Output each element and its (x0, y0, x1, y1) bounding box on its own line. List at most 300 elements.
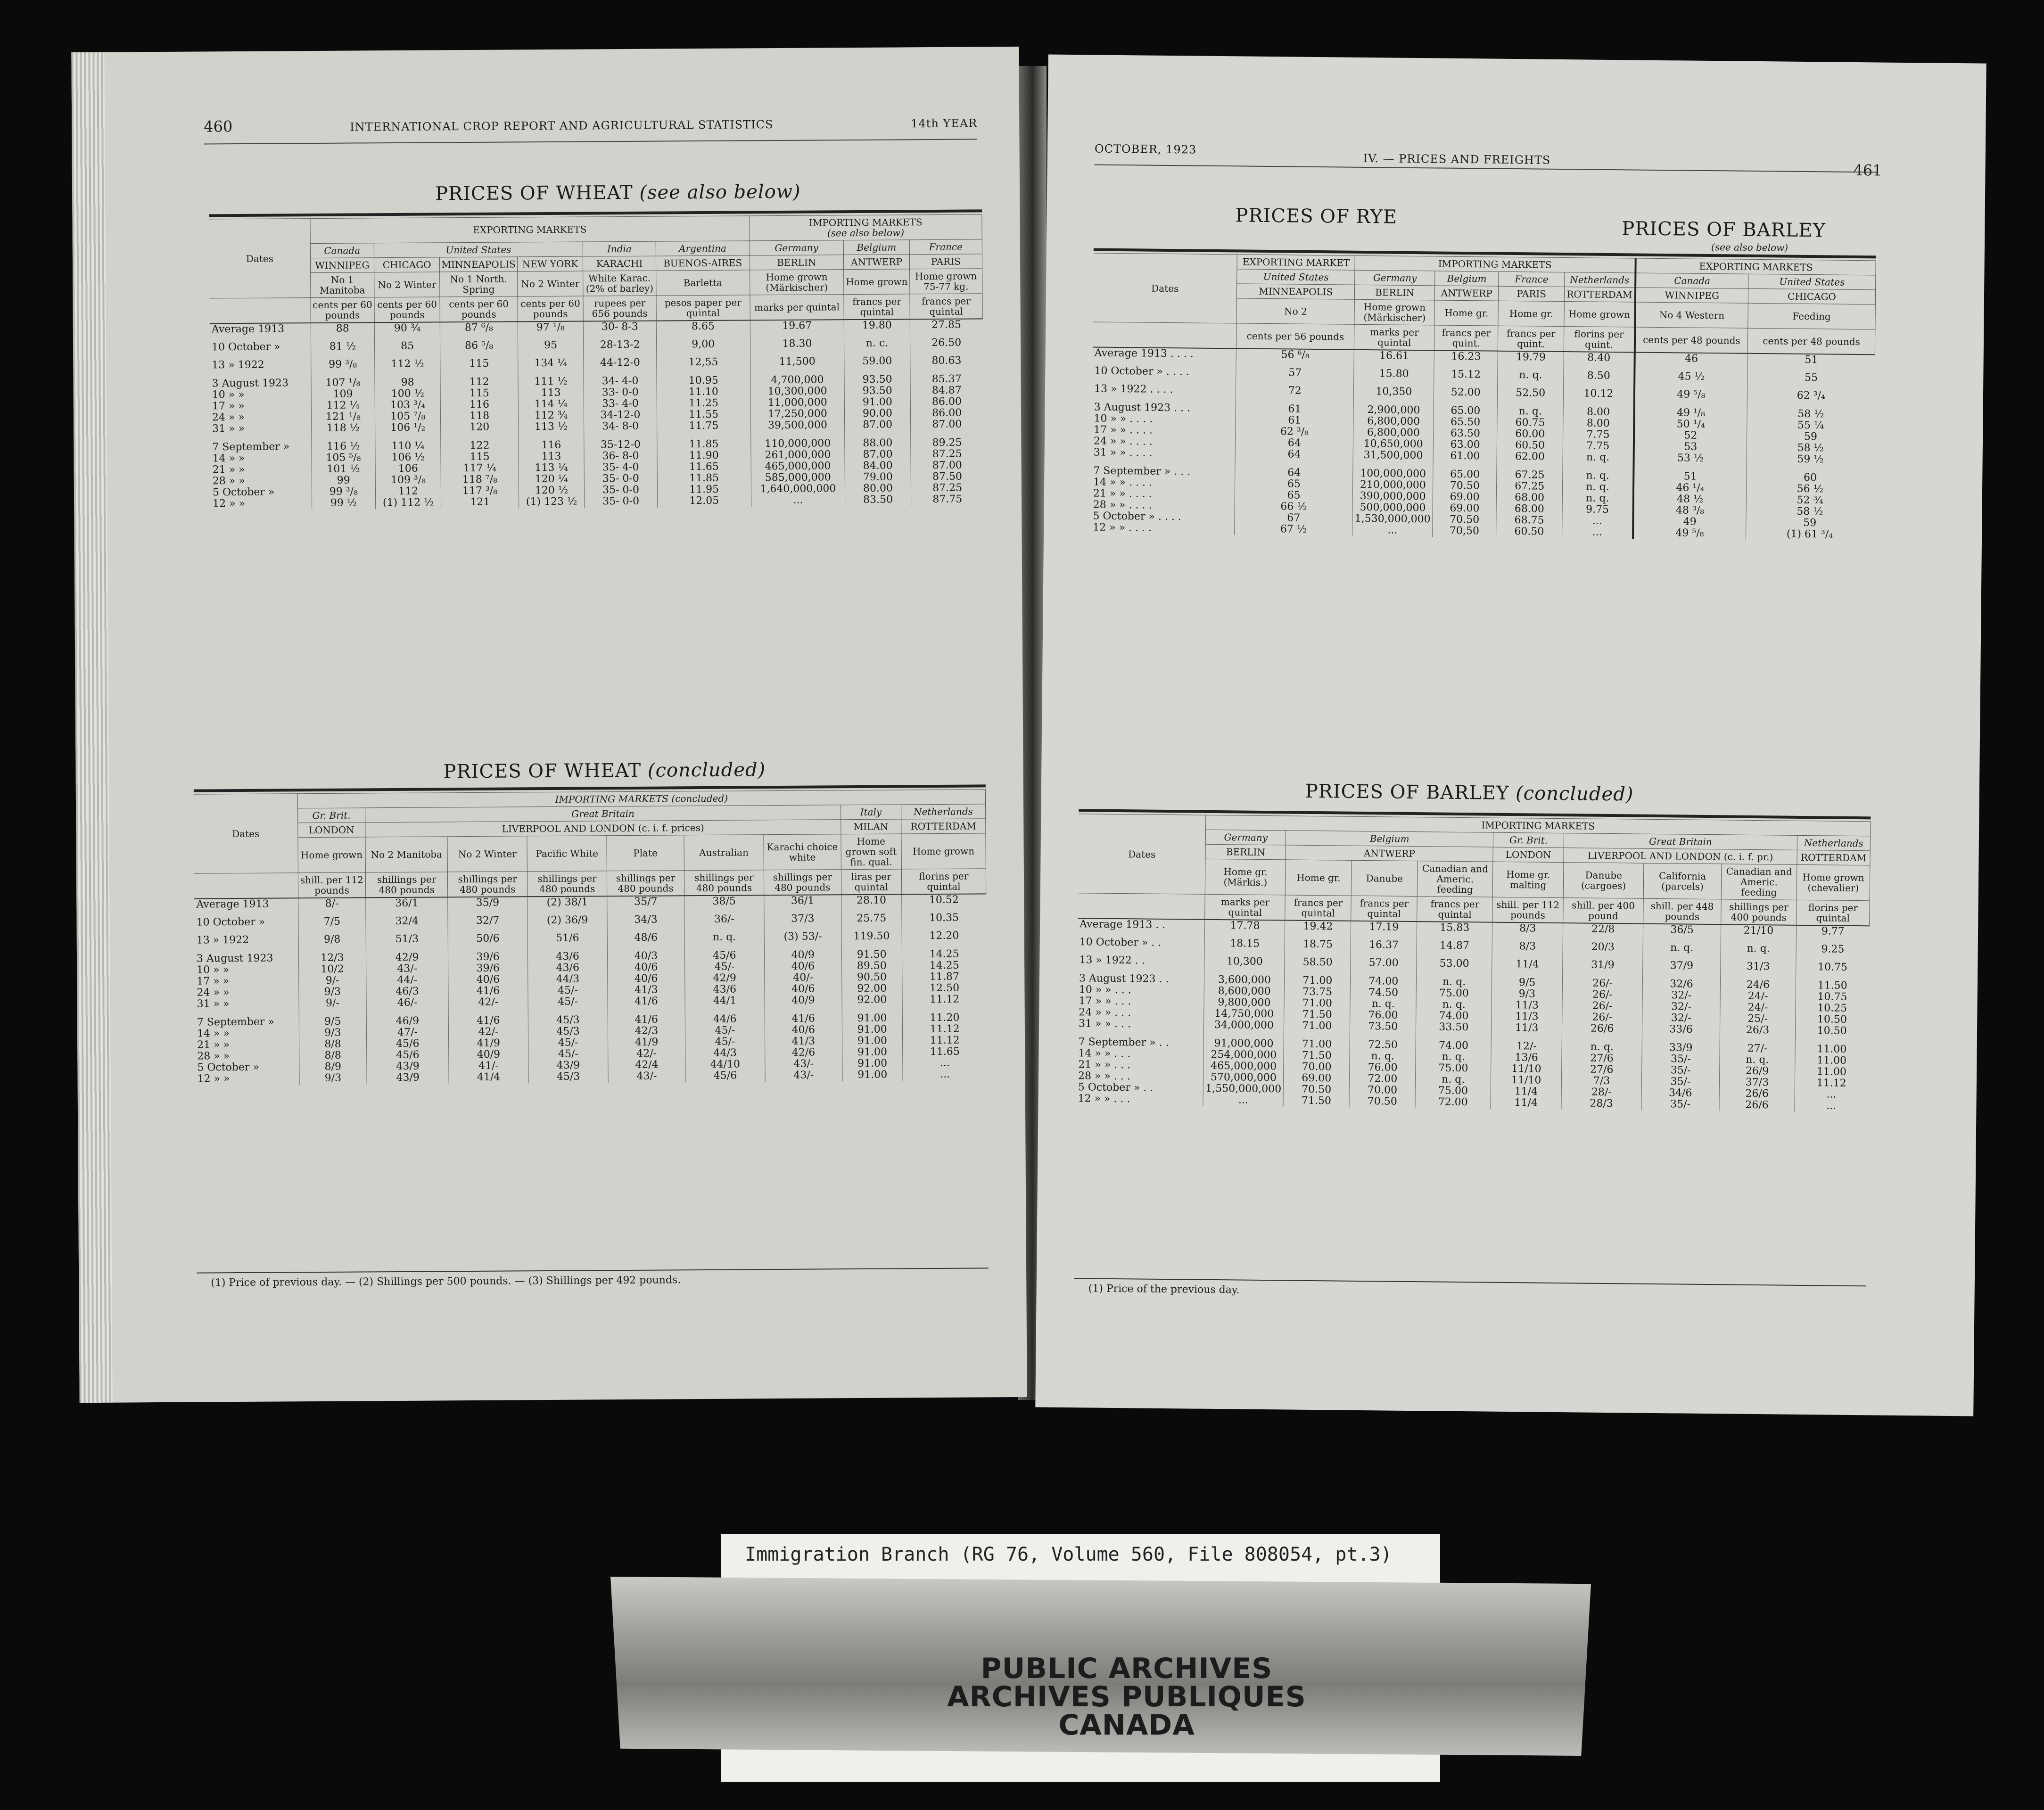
value-cell: 87.50 (911, 471, 983, 483)
value-cell: 28/- (1561, 1086, 1641, 1099)
date-cell: 14 » » (212, 452, 245, 465)
barley-concluded-title: PRICES OF BARLEY (concluded) (1305, 780, 1634, 806)
value-cell: 35/7 (607, 896, 684, 908)
value-cell: 106 ½ (375, 452, 441, 463)
value-cell: 52 (1634, 429, 1747, 442)
value-cell: 97 ¹/₈ (518, 321, 584, 334)
value-cell: 95 (518, 333, 584, 352)
barley-concluded-rows (1076, 918, 1869, 1112)
value-cell: 42/6 (765, 1047, 842, 1059)
market-header: PARIS (1499, 286, 1565, 301)
value-cell: 117 ³/₈ (441, 485, 519, 497)
value-cell: ... (751, 495, 845, 507)
value-cell: 50/6 (448, 927, 527, 945)
value-cell: 52.50 (1498, 381, 1564, 400)
value-cell: 87.00 (911, 460, 983, 471)
value-cell: 112 ¾ (518, 410, 584, 422)
value-cell: 210,000,000 (1353, 479, 1433, 491)
value-cell: 90.00 (845, 408, 911, 420)
value-cell: 103 ³/₄ (375, 399, 441, 411)
value-cell: 18.75 (1285, 932, 1351, 951)
value-cell: ... (1352, 525, 1433, 537)
value-cell: 40/6 (608, 962, 685, 973)
unit-header: francs per quintal (910, 294, 982, 319)
unit-header: francs per quint. (1434, 325, 1498, 351)
date-cell: 24 » » . . . . (1093, 435, 1153, 448)
rye-barley-table (1091, 253, 1876, 541)
value-cell: 63.50 (1434, 428, 1497, 439)
market-header: NEW YORK (517, 256, 583, 272)
value-cell: 53 (1633, 441, 1747, 453)
value-cell: 87.00 (845, 420, 911, 431)
date-cell: Average 1913 . . (1079, 918, 1166, 931)
year-label: 14th YEAR (911, 116, 978, 131)
wheat-concluded-rows (194, 894, 987, 1085)
country-header: Germany (1206, 830, 1286, 845)
value-cell: 105 ⁷/₈ (375, 411, 441, 423)
value-cell: 69.00 (1433, 502, 1496, 514)
country-header: Netherlands (901, 804, 985, 819)
dates-header: Dates (209, 219, 310, 298)
value-cell: 41/6 (448, 1008, 528, 1027)
value-cell: ... (1795, 1100, 1868, 1112)
value-cell: 34-12-0 (584, 410, 657, 421)
value-cell: 10.50 (1795, 1025, 1868, 1037)
value-cell: 99 (312, 475, 375, 486)
value-cell: 59.00 (844, 349, 910, 368)
date-cell: 13 » 1922 . . (1079, 954, 1145, 967)
market-header: MILAN (841, 819, 901, 834)
value-cell: 11.87 (902, 971, 986, 983)
unit-header: francs per quintal (844, 294, 910, 320)
country-header: Argentina (656, 241, 750, 256)
value-cell: 9/3 (1492, 988, 1562, 1000)
grade-header: Danube (1352, 860, 1418, 896)
value-cell: 113 (519, 451, 585, 462)
market-header: WINNIPEG (1635, 288, 1748, 303)
value-cell: 43/6 (528, 962, 608, 974)
grade-header: California (parcels) (1643, 863, 1722, 899)
date-cell: 28 » » (212, 475, 245, 487)
value-cell: 11.85 (657, 432, 750, 450)
unit-header: marks per quintal (1205, 894, 1285, 920)
value-cell: 11.95 (657, 484, 751, 496)
value-cell: 44/1 (685, 996, 765, 1007)
unit-header: shill. per 112 pounds (1492, 897, 1563, 923)
value-cell: 42/9 (685, 972, 765, 984)
unit-header: florins per quintal (1797, 900, 1870, 926)
grade-header: Plate (607, 835, 684, 871)
value-cell: n. q. (1350, 1050, 1416, 1062)
value-cell: 99 ³/₈ (312, 486, 375, 498)
date-cell: 5 October » (197, 1061, 260, 1074)
value-cell: ... (1562, 527, 1633, 539)
country-header: France (909, 239, 982, 255)
value-cell: 45/- (528, 1048, 608, 1060)
value-cell: 26/6 (1719, 1100, 1795, 1112)
value-cell: 116 ½ (312, 434, 375, 452)
value-cell: ... (1562, 515, 1633, 527)
value-cell: 40/9 (764, 943, 841, 961)
value-cell: 48/6 (607, 926, 684, 944)
unit-header: cents per 60 pounds (440, 296, 517, 322)
value-cell: 10.12 (1564, 381, 1634, 400)
barley-exporting-header: EXPORTING MARKETS (1635, 258, 1876, 275)
value-cell: 49 ⁵/₈ (1633, 527, 1746, 540)
value-cell: 68.75 (1496, 515, 1562, 527)
value-cell: 120 ½ (519, 485, 585, 497)
value-cell: 14.25 (902, 960, 986, 971)
value-cell: 24/6 (1720, 972, 1796, 991)
country-header: Great Britain (365, 805, 841, 823)
value-cell: 87 ⁶/₈ (440, 321, 518, 334)
dates-header: Dates (194, 794, 298, 873)
value-cell: 113 (518, 387, 584, 399)
value-cell: 99 ³/₈ (311, 353, 375, 371)
value-cell: 4,700,000 (750, 368, 844, 386)
value-cell: 42/4 (608, 1059, 685, 1071)
date-cell: Average 1913 (196, 898, 269, 911)
country-header: Gr. Brit. (297, 808, 365, 823)
country-header: Netherlands (1797, 835, 1870, 850)
rye-importing-header: IMPORTING MARKETS (1355, 255, 1635, 273)
value-cell: 34,000,000 (1204, 1020, 1284, 1032)
value-cell: 26/- (1562, 1012, 1642, 1024)
grade-header: No 1 Manitoba (311, 272, 374, 298)
value-cell: 93.50 (844, 367, 910, 386)
value-cell: 70,50 (1433, 526, 1496, 537)
value-cell: 14.87 (1417, 933, 1492, 952)
grade-header: Home grown (Märkischer) (750, 270, 844, 295)
date-cell: 21 » » (197, 1039, 230, 1051)
value-cell: 40/6 (448, 974, 528, 986)
value-cell: 81 ½ (311, 334, 374, 353)
footnote: (1) Price of previous day. — (2) Shillings per 500 pounds. — (3) Shillings per 492 pounds. (211, 1274, 681, 1289)
value-cell: 500,000,000 (1352, 502, 1433, 514)
unit-header: pesos paper per quintal (656, 295, 750, 321)
market-header: LONDON (297, 823, 365, 838)
value-cell: 86.00 (910, 396, 983, 408)
value-cell: 8/- (298, 897, 366, 910)
value-cell: 69.00 (1284, 1072, 1350, 1085)
value-cell: 28/3 (1561, 1098, 1641, 1111)
value-cell: 39/6 (448, 963, 528, 974)
stamp-line: CANADA (1058, 1709, 1195, 1742)
value-cell: 19.67 (750, 320, 844, 332)
unit-header: shillings per 480 pounds (684, 870, 764, 896)
value-cell: 119.50 (841, 924, 902, 943)
value-cell: 75.00 (1416, 1062, 1491, 1075)
wheat-concluded-title: PRICES OF WHEAT (concluded) (443, 759, 766, 783)
value-cell: 74.00 (1416, 1010, 1492, 1022)
value-cell: (3) 53/- (764, 925, 841, 943)
value-cell: 55 ¼ (1747, 420, 1874, 432)
value-cell: 36/1 (366, 897, 448, 909)
value-cell: 50 ¹/₄ (1634, 418, 1747, 430)
value-cell: 9,00 (656, 332, 750, 351)
country-header: Canada (1635, 273, 1748, 288)
market-header: BUENOS-AIRES (656, 255, 750, 271)
value-cell: 49 ⁵/₈ (1634, 382, 1747, 401)
country-header: Belgium (843, 240, 909, 255)
grade-header: Home grown 75-77 kg. (909, 269, 982, 294)
value-cell: 26/9 (1720, 1065, 1795, 1078)
rye-barley-rows (1091, 347, 1875, 541)
value-cell: 42/- (449, 1026, 528, 1038)
value-cell: 70.50 (1284, 1084, 1350, 1096)
value-cell: 10,350 (1354, 379, 1434, 398)
date-cell: 10 » » . . . . (1094, 412, 1153, 425)
value-cell: 70.00 (1284, 1061, 1350, 1073)
date-cell: 7 September » (197, 1016, 274, 1028)
value-cell: 99 ½ (312, 498, 376, 510)
date-cell: 17 » » . . . (1079, 995, 1131, 1008)
value-cell: 46 (1634, 352, 1747, 365)
value-cell: 9/- (298, 975, 366, 987)
value-cell: 40/3 (607, 944, 684, 962)
grade-header: Feeding (1748, 303, 1875, 329)
value-cell: 58 ½ (1747, 401, 1874, 420)
value-cell: 84.00 (845, 460, 911, 472)
value-cell: n. q. (1563, 481, 1633, 494)
value-cell: 31/9 (1563, 953, 1643, 971)
value-cell: 40/- (765, 972, 842, 984)
wheat-rows (210, 319, 984, 510)
value-cell: 31/3 (1721, 954, 1796, 973)
date-cell: 21 » » (212, 463, 245, 476)
value-cell: 40/6 (765, 1024, 842, 1036)
date-cell: 21 » » . . . (1078, 1059, 1131, 1071)
country-header: Great Britain (1564, 833, 1797, 850)
grade-header: No 2 (1236, 298, 1354, 324)
value-cell: 64 (1235, 449, 1353, 461)
value-cell: 41/9 (608, 1037, 685, 1048)
value-cell: 19.79 (1498, 351, 1564, 364)
value-cell: 43/9 (367, 1072, 449, 1084)
value-cell: 79.00 (845, 471, 911, 483)
value-cell: 116 (518, 433, 584, 451)
value-cell: 73.50 (1350, 1021, 1416, 1033)
unit-header: shill. per 448 pounds (1643, 898, 1721, 924)
page-number: 460 (204, 117, 233, 136)
value-cell: 22/8 (1563, 923, 1643, 936)
importing-markets-header: IMPORTING MARKETS (concluded) (297, 790, 985, 808)
value-cell: 74.50 (1350, 987, 1416, 999)
date-cell: 7 September » . . (1078, 1036, 1169, 1049)
value-cell: 101 ½ (312, 463, 375, 475)
value-cell: (1) 123 ½ (519, 496, 585, 508)
market-header: CHICAGO (374, 257, 440, 272)
date-cell: 3 August 1923 . . (1079, 972, 1169, 985)
value-cell: 32/- (1642, 989, 1720, 1002)
value-cell: 11/3 (1492, 1011, 1562, 1023)
value-cell: 56 ⁶/₈ (1236, 348, 1354, 362)
value-cell: 390,000,000 (1353, 491, 1433, 503)
page-edges (71, 52, 112, 1403)
value-cell: n. q. (1350, 998, 1416, 1011)
value-cell: 71.00 (1284, 997, 1350, 1010)
value-cell: 106 ¹/₂ (375, 422, 441, 434)
country-header: Germany (1355, 270, 1435, 286)
grade-header: Home grown (844, 269, 910, 295)
value-cell: 45/- (528, 985, 608, 996)
value-cell: 71.00 (1284, 1032, 1350, 1051)
unit-header: cents per 48 pounds (1634, 327, 1747, 354)
unit-header: marks per quintal (1354, 324, 1434, 350)
value-cell: 72 (1236, 378, 1354, 398)
stamp-line: PUBLIC ARCHIVES (981, 1652, 1273, 1685)
value-cell: 27.85 (910, 319, 982, 331)
value-cell: 65 (1235, 489, 1353, 502)
value-cell: n. q. (1563, 463, 1633, 482)
stamp-line: ARCHIVES PUBLIQUES (947, 1680, 1306, 1713)
value-cell: 12.05 (657, 495, 751, 507)
unit-header: florins per quintal (901, 869, 986, 895)
unit-header: cents per 60 pounds (518, 296, 584, 321)
value-cell: 20/3 (1563, 935, 1643, 954)
archive-stamp (891, 1652, 1362, 1742)
value-cell: 7/5 (298, 910, 366, 928)
date-cell: 12 » » (197, 1073, 230, 1086)
value-cell: 91.00 (842, 1035, 902, 1047)
value-cell: 7.75 (1563, 429, 1634, 441)
country-header: Italy (841, 805, 901, 820)
unit-header: francs per quintal (1285, 895, 1351, 921)
value-cell: 117 ¼ (441, 462, 519, 474)
value-cell: 43/6 (527, 944, 607, 963)
value-cell: 45 ½ (1634, 364, 1747, 383)
value-cell: 43/- (765, 1058, 842, 1070)
value-cell: 8.00 (1563, 400, 1634, 419)
right-page (1035, 55, 1986, 1416)
value-cell: 11/4 (1491, 1097, 1561, 1110)
grade-header: Home grown (1564, 302, 1635, 327)
page-number: 461 (1853, 161, 1882, 180)
grade-header: Home gr. (1434, 300, 1498, 326)
value-cell: 87.75 (911, 494, 983, 506)
country-header: Belgium (1435, 271, 1499, 286)
value-cell: 8/3 (1492, 922, 1563, 935)
value-cell: 34- 4-0 (584, 369, 657, 387)
value-cell: 91.50 (841, 942, 902, 961)
date-cell: 17 » » (212, 400, 245, 412)
value-cell: 12.20 (902, 924, 987, 942)
unit-header: shillings per 480 pounds (607, 871, 684, 896)
value-cell: 69.00 (1433, 491, 1497, 503)
value-cell: n. q. (684, 925, 764, 944)
value-cell: 32/4 (366, 909, 448, 928)
value-cell: 28-13-2 (584, 333, 657, 351)
value-cell: 24/- (1720, 1002, 1796, 1014)
value-cell: 41/6 (448, 985, 528, 997)
country-header: India (583, 241, 656, 256)
value-cell: 10.50 (1796, 1014, 1869, 1026)
unit-header: shillings per 480 pounds (527, 871, 607, 897)
grade-header: Canadian and Americ. feeding (1721, 864, 1797, 900)
value-cell: 32/- (1642, 1001, 1720, 1013)
wheat-concluded-table (194, 789, 988, 1085)
value-cell: 37/3 (1719, 1077, 1795, 1089)
value-cell: n. q. (1416, 999, 1492, 1011)
market-header: CHICAGO (1748, 288, 1875, 304)
value-cell: 28.10 (841, 894, 901, 906)
value-cell: 116 (441, 399, 518, 411)
value-cell: 72.00 (1415, 1097, 1491, 1109)
value-cell: 12,55 (656, 350, 750, 369)
wheat-table (209, 214, 984, 510)
value-cell: 6,800,000 (1353, 427, 1434, 439)
importing-markets-header: IMPORTING MARKETS (1206, 815, 1871, 836)
value-cell: 40/6 (764, 961, 841, 972)
date-cell: 10 October » (196, 916, 265, 929)
date-cell: 3 August 1923 (196, 952, 273, 965)
value-cell: 37/9 (1643, 954, 1721, 972)
value-cell: 11.65 (902, 1046, 987, 1058)
date-cell: 10 » » . . . (1079, 983, 1131, 996)
value-cell: 8.40 (1564, 352, 1634, 364)
value-cell: 45/- (528, 1037, 608, 1049)
value-cell: 11.90 (657, 450, 751, 461)
value-cell: n. q. (1721, 936, 1796, 955)
value-cell: 41/6 (608, 1007, 685, 1026)
value-cell: 51/6 (527, 926, 607, 945)
value-cell: 58.50 (1285, 950, 1351, 969)
date-cell: 28 » » . . . . (1093, 499, 1152, 511)
value-cell: 80.63 (910, 349, 983, 367)
value-cell: 27/6 (1562, 1053, 1642, 1065)
value-cell: 43/- (366, 963, 448, 975)
grade-header: No 2 Winter (374, 272, 440, 297)
value-cell: 45/3 (528, 1071, 608, 1083)
value-cell: 33- 0-0 (584, 387, 657, 398)
date-cell: 21 » » . . . . (1093, 487, 1152, 500)
value-cell: 32/6 (1642, 971, 1720, 990)
value-cell: 33.50 (1416, 1021, 1492, 1034)
value-cell: n. q. (1562, 1035, 1642, 1053)
value-cell: 10.25 (1796, 1003, 1869, 1015)
date-cell: 5 October » . . . . (1093, 510, 1181, 523)
date-cell: 28 » » . . . (1078, 1070, 1130, 1083)
value-cell: 118 (441, 411, 518, 422)
value-cell: 91,000,000 (1204, 1031, 1284, 1050)
value-cell: 100 ½ (375, 388, 441, 400)
value-cell: 60.75 (1497, 417, 1563, 429)
grade-header: Pacific White (527, 836, 607, 872)
unit-header: cents per 60 pounds (374, 297, 440, 322)
value-cell: 1,550,000,000 (1203, 1083, 1284, 1095)
value-cell: 65.00 (1433, 462, 1497, 480)
date-cell: Average 1913 . . . . (1094, 347, 1194, 360)
value-cell: 19.80 (844, 319, 910, 331)
value-cell: 34- 8-0 (584, 421, 657, 433)
value-cell: 87.25 (911, 448, 983, 460)
value-cell: 84.87 (910, 385, 983, 396)
value-cell: 11/4 (1491, 1086, 1561, 1098)
value-cell: 2,900,000 (1353, 397, 1434, 416)
value-cell: 121 (441, 497, 519, 509)
grade-header: Home grown (chevalier) (1797, 864, 1870, 900)
market-header: LIVERPOOL AND LONDON (c. i. f. pr.) (1564, 848, 1797, 865)
value-cell: 51 (1633, 464, 1747, 483)
value-cell: 13/6 (1491, 1052, 1562, 1064)
value-cell: 17,250,000 (750, 408, 845, 420)
value-cell: 254,000,000 (1203, 1049, 1284, 1061)
value-cell: 33/6 (1642, 1024, 1720, 1036)
value-cell: 10.75 (1796, 991, 1869, 1004)
value-cell: 10.52 (901, 894, 986, 906)
value-cell: 67.25 (1497, 462, 1563, 481)
value-cell: 43/6 (685, 984, 765, 996)
